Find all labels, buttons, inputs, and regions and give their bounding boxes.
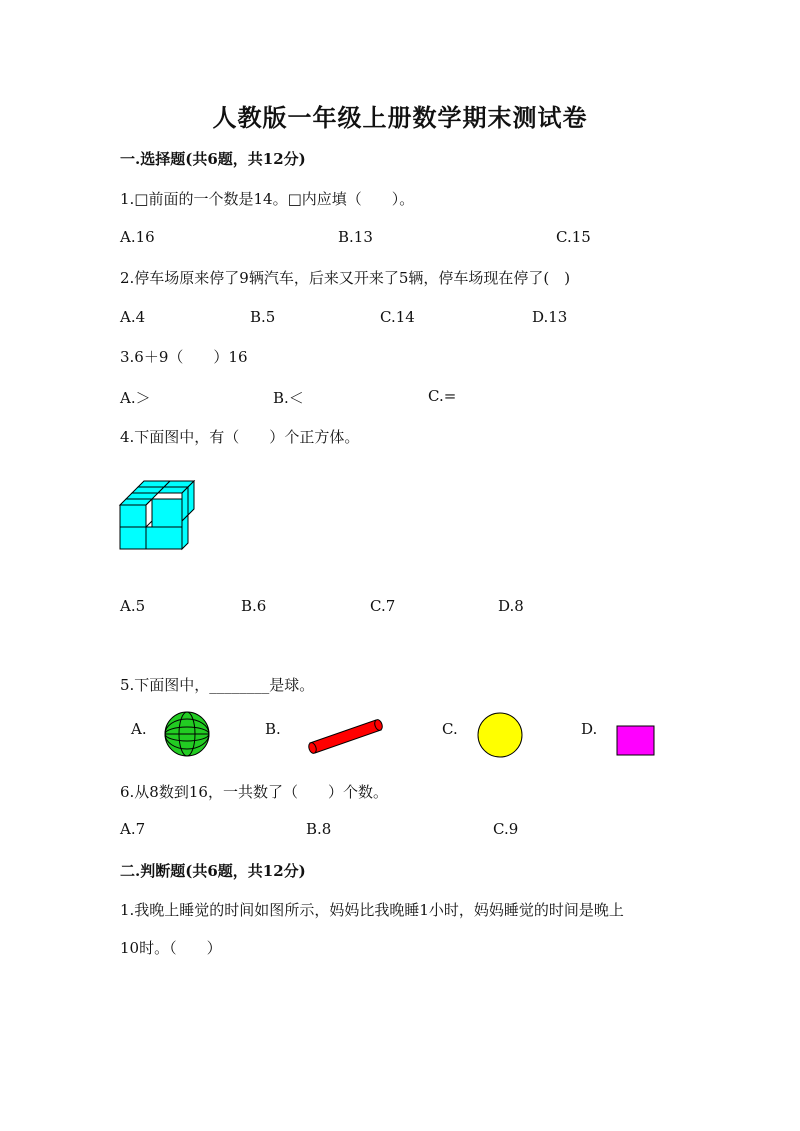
cylinder-icon: [302, 716, 386, 756]
q6-option-c[interactable]: C.9: [493, 820, 519, 838]
q5-option-d[interactable]: D.: [581, 720, 598, 738]
section-heading-judgement: 二.判断题(共6题，共12分): [120, 862, 306, 880]
section-heading-choice: 一.选择题(共6题，共12分): [120, 150, 306, 168]
ball-icon: [163, 710, 211, 758]
q4-option-d[interactable]: D.8: [498, 597, 524, 615]
q1-option-a[interactable]: A.16: [120, 228, 155, 246]
q4-option-c[interactable]: C.7: [370, 597, 396, 615]
q3-option-a[interactable]: A.＞: [120, 389, 151, 407]
circle-icon: [476, 711, 524, 759]
question-1: 1.□前面的一个数是14。□内应填（ ）。: [120, 190, 415, 208]
q3-option-c[interactable]: C.=: [428, 387, 457, 405]
q4-option-a[interactable]: A.5: [120, 597, 146, 615]
q2-option-d[interactable]: D.13: [532, 308, 568, 326]
q2-option-a[interactable]: A.4: [120, 308, 146, 326]
judgement-question-1-line1: 1.我晚上睡觉的时间如图所示，妈妈比我晚睡1小时，妈妈睡觉的时间是晚上: [120, 901, 624, 919]
question-4: 4.下面图中，有（ ）个正方体。: [120, 428, 360, 446]
q6-option-b[interactable]: B.8: [306, 820, 332, 838]
q5-option-c[interactable]: C.: [442, 720, 458, 738]
q2-option-c[interactable]: C.14: [380, 308, 415, 326]
rectangle-icon: [616, 725, 656, 757]
question-3: 3.6＋9（ ）16: [120, 348, 248, 366]
q4-option-b[interactable]: B.6: [241, 597, 267, 615]
page-title: 人教版一年级上册数学期末测试卷: [212, 103, 588, 132]
q1-option-c[interactable]: C.15: [556, 228, 591, 246]
q3-option-b[interactable]: B.＜: [273, 389, 304, 407]
judgement-question-1-line2: 10时。（ ）: [120, 939, 222, 957]
q2-option-b[interactable]: B.5: [250, 308, 276, 326]
question-5: 5.下面图中，________是球。: [120, 676, 315, 694]
cube-stack-figure: [118, 480, 198, 556]
q6-option-a[interactable]: A.7: [120, 820, 146, 838]
question-2: 2.停车场原来停了9辆汽车，后来又开来了5辆，停车场现在停了( ): [120, 269, 571, 287]
question-6: 6.从8数到16，一共数了（ ）个数。: [120, 783, 388, 801]
q1-option-b[interactable]: B.13: [338, 228, 373, 246]
q5-option-a[interactable]: A.: [131, 720, 147, 738]
q5-option-b[interactable]: B.: [265, 720, 281, 738]
